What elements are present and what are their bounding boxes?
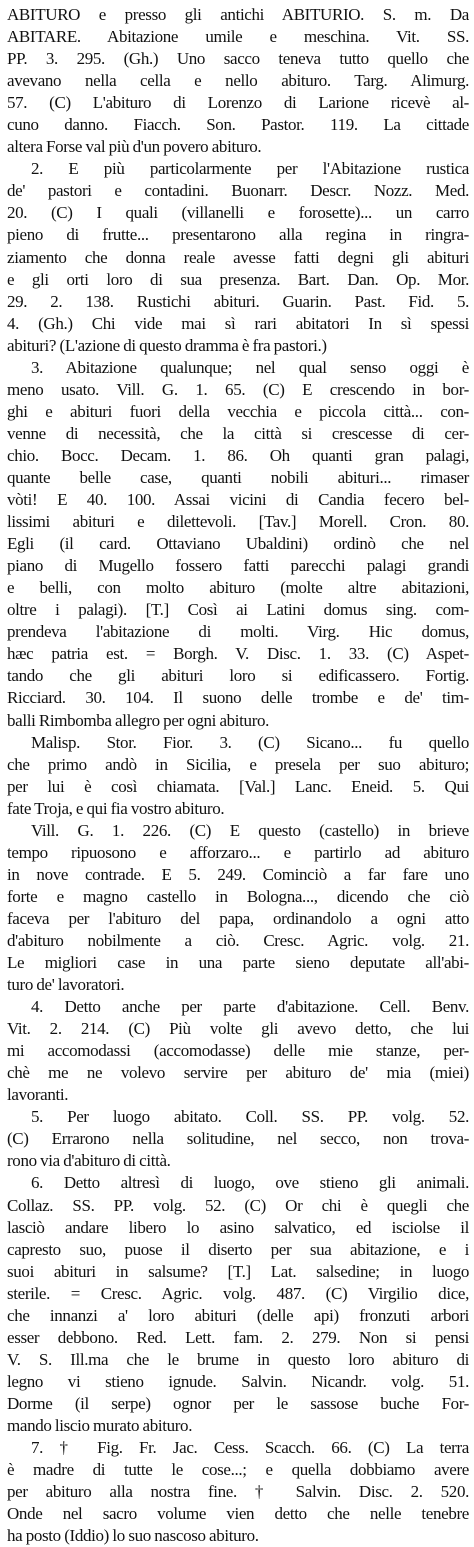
entry-line: lavoranti. (7, 1085, 69, 1105)
entry-line: 20. (C) I quali (villanelli e forosette)... un carro (7, 203, 469, 223)
entry-line: lasciò andare libero lo asino salvatico, ed isciolse il (7, 1217, 469, 1237)
entry-line: e belli, con molto abituro (molte altre abitazioni, (7, 578, 469, 598)
entry-line: chio. Bocc. Decam. 1. 86. Oh quanti gran palagi, (7, 445, 469, 465)
entry-line: Egli (il card. Ottaviano Ubaldini) ordinò che nel (7, 534, 469, 554)
entry-line: 7. † Fig. Fr. Jac. Cess. Scacch. 66. (C) La terra (31, 1438, 469, 1458)
entry-line: quante belle case, quanti nobili abituri... rimaser (7, 467, 469, 487)
entry-line: fate Troja, e qui fia vostro abituro. (7, 798, 225, 818)
entry-line: altera Forse val più d'un povero abituro. (7, 137, 262, 157)
entry-line: venne di necessità, che la città si crescesse di cer- (7, 423, 469, 443)
entry-line: capresto suo, puose il diserto per sua abitazione, e i (7, 1239, 469, 1259)
entry-line: chè me ne volevo servire per abituro de' mia (miei) (7, 1063, 469, 1083)
entry-line: 2. E più particolarmente per l'Abitazione rustica (31, 159, 469, 179)
entry-line: PP. 3. 295. (Gh.) Uno sacco teneva tutto quello che (7, 49, 469, 69)
entry-line: prendeva l'abitazione di molti. Virg. Hic domus, (7, 622, 469, 642)
entry-line: ABITURO e presso gli antichi ABITURIO. S. m. Da (7, 5, 469, 24)
entry-line: oltre i palagi). [T.] Così ai Latini domus sing. com- (7, 600, 469, 620)
entry-line: suoi abituri in salsume? [T.] Lat. salsedine; in luogo (7, 1261, 469, 1281)
entry-line: Ricciard. 30. 104. Il suono delle trombe e de' tim- (7, 688, 469, 708)
entry-line: 6. Detto altresì di luogo, ove stieno gli animali. (31, 1173, 469, 1193)
entry-line: Onde nel sacro volume vien detto che nelle tenebre (7, 1504, 469, 1524)
entry-line: 29. 2. 138. Rustichi abituri. Guarin. Past. Fid. 5. (7, 291, 469, 311)
entry-line: mi accomodassi (accomodasse) delle mie stanze, per- (7, 1041, 469, 1061)
entry-line: rono via d'abituro di città. (7, 1151, 171, 1171)
entry-line: Vit. 2. 214. (C) Più volte gli avevo detto, che lui (7, 1019, 469, 1039)
entry-line: per lui è così chiamata. [Val.] Lanc. Eneid. 5. Qui (7, 776, 469, 796)
entry-line: 4. (Gh.) Chi vide mai sì rari abitatori In sì spessi (7, 313, 469, 333)
entry-line: Dorme (il serpe) ognor per le sassose buche For- (7, 1393, 469, 1413)
entry-line: che innanzi a' loro abituri (delle api) fronzuti arbori (7, 1305, 469, 1325)
entry-line: 57. (C) L'abituro di Lorenzo di Larione ricevè al- (7, 93, 469, 113)
entry-line: tempo ripuosono e afforzaro... e partirlo ad abituro (7, 842, 469, 862)
entry-line: 4. Detto anche per parte d'abitazione. Cell. Benv. (31, 997, 469, 1017)
entry-line: esser debbono. Red. Lett. fam. 2. 279. Non si pensi (7, 1327, 469, 1347)
entry-line: tando che gli abituri loro si edificassero. Fortig. (7, 666, 469, 686)
entry-line: ABITARE. Abitazione umile e meschina. Vit. SS. (7, 27, 469, 47)
entry-line: mando liscio murato abituro. (7, 1416, 193, 1435)
entry-line: ha posto (Iddio) lo suo nascoso abituro. (7, 1526, 259, 1546)
entry-line: meno usato. Vill. G. 1. 65. (C) E crescendo in bor- (7, 379, 469, 399)
entry-line: (C) Errarono nella solitudine, nel secco, non trova- (7, 1129, 469, 1149)
entry-line: cuno danno. Fiacch. Son. Pastor. 119. La cittade (7, 115, 469, 135)
entry-line: è madre di tutte le cose...; e quella dobbiamo avere (7, 1460, 469, 1480)
entry-line: lissimi abituri e dilettevoli. [Tav.] Morell. Cron. 80. (7, 512, 469, 532)
entry-line: Le migliori case in una parte sieno deputate all'abi- (7, 953, 469, 973)
entry-line: e gli orti loro di sua presenza. Bart. Dan. Op. Mor. (7, 269, 469, 289)
entry-line: vòti! E 40. 100. Assai vicini di Candia fecero bel- (7, 490, 469, 510)
entry-line: Vill. G. 1. 226. (C) E questo (castello) in brieve (31, 820, 469, 840)
entry-line: balli Rimbomba allegro per ogni abituro. (7, 710, 270, 730)
entry-line: per abituro alla nostra fine. † Salvin. Disc. 2. 520. (7, 1482, 469, 1502)
entry-line: 5. Per luogo abitato. Coll. SS. PP. volg. 52. (31, 1107, 469, 1127)
entry-line: abituri? (L'azione di questo dramma è fra pastori.) (7, 335, 327, 355)
entry-line: Malisp. Stor. Fior. 3. (C) Sicano... fu quello (31, 732, 469, 752)
entry-line: forte e magno castello in Bologna..., dicendo che ciò (7, 886, 469, 906)
entry-line: hæc patria est. = Borgh. V. Disc. 1. 33. (C) Aspet- (7, 644, 469, 664)
entry-line: sterile. = Cresc. Agric. volg. 487. (C) Virgilio dice, (7, 1283, 469, 1303)
entry-line: ghi e abituri fuori della vecchia e piccola città... con- (7, 401, 469, 421)
entry-line: d'abituro nobilmente a ciò. Cresc. Agric. volg. 21. (7, 930, 469, 950)
entry-line: 3. Abitazione qualunque; nel qual senso oggi è (31, 357, 469, 377)
entry-line: pieno di frutte... presentarono alla regina in ringra- (7, 225, 469, 245)
entry-line: piano di Mugello fossero fatti parecchi palagi grandi (7, 556, 469, 576)
entry-line: in nove contrade. E 5. 249. Cominciò a far fare uno (7, 864, 469, 884)
entry-line: legno vi stieno ignude. Salvin. Nicandr. volg. 51. (7, 1371, 469, 1391)
entry-line: de' pastori e contadini. Buonarr. Descr. Nozz. Med. (7, 181, 469, 201)
entry-line: V. S. Ill.ma che le brume in questo loro abituro di (7, 1349, 469, 1369)
entry-line: Collaz. SS. PP. volg. 52. (C) Or chi è quegli che (7, 1195, 469, 1215)
entry-line: turo de' lavoratori. (7, 975, 125, 995)
entry-line: faceva per l'abituro del papa, ordinandolo a ogni atto (7, 908, 469, 928)
entry-line: che primo andò in Sicilia, e presela per suo abituro; (7, 754, 469, 774)
entry-line: ziamento che donna reale avesse fatti degni gli abituri (7, 247, 469, 267)
entry-line: avevano nella cella e nello abituro. Targ. Alimurg. (7, 71, 469, 91)
